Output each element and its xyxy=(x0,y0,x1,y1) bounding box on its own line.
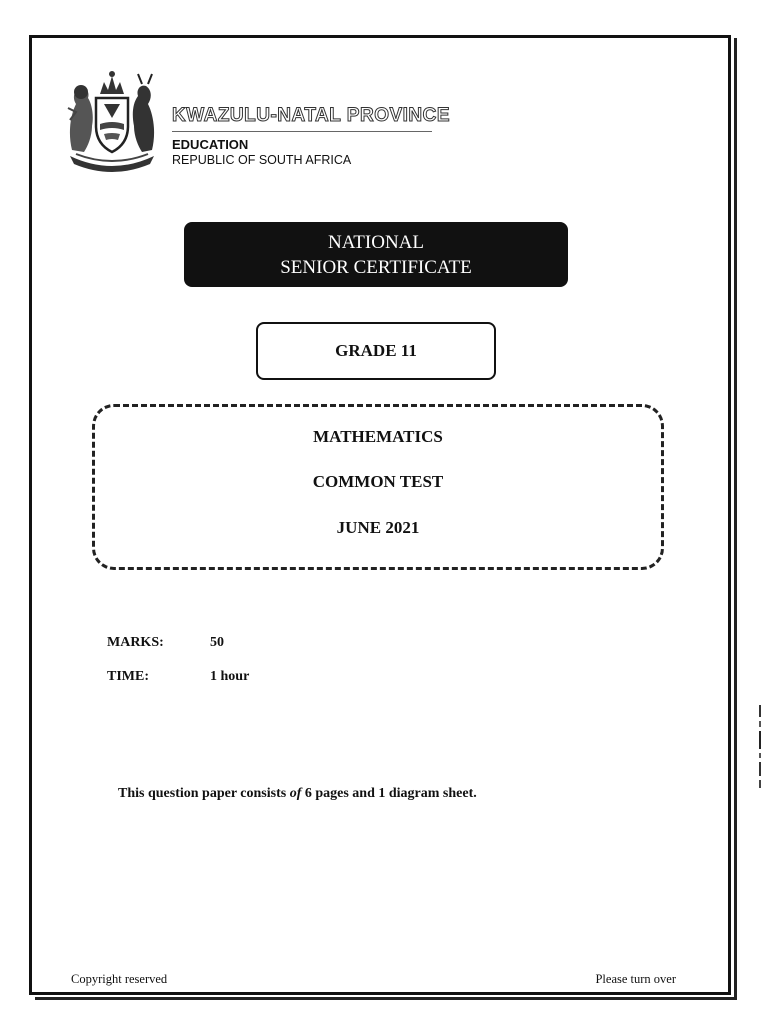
page-count-text-end: 6 pages and 1 diagram sheet. xyxy=(301,786,477,801)
copyright-note: Copyright reserved xyxy=(71,972,168,986)
time-value: 1 hour xyxy=(210,669,250,684)
department-name: EDUCATION xyxy=(172,137,249,152)
page-count-text-italic: of xyxy=(289,786,302,801)
subject-name: MATHEMATICS xyxy=(313,427,443,446)
marks-label: MARKS: xyxy=(107,635,164,650)
republic-name: REPUBLIC OF SOUTH AFRICA xyxy=(172,153,352,167)
scan-edge-marks xyxy=(758,705,763,790)
turn-over-note: Please turn over xyxy=(595,972,676,986)
page-count-statement xyxy=(118,786,477,802)
coat-of-arms-icon xyxy=(62,64,162,174)
test-name: COMMON TEST xyxy=(312,472,444,491)
certificate-line-1: NATIONAL xyxy=(327,232,425,253)
marks-value: 50 xyxy=(210,635,224,650)
certificate-banner xyxy=(184,222,568,287)
time-label: TIME: xyxy=(107,669,149,684)
certificate-line-2: SENIOR CERTIFICATE xyxy=(280,257,472,278)
province-rule xyxy=(172,131,432,132)
grade-box: GRADE 11 xyxy=(256,322,496,380)
province-name: KWAZULU-NATAL PROVINCE xyxy=(172,105,451,126)
test-date: JUNE 2021 xyxy=(336,518,420,537)
page-count-text-start: This question paper consists xyxy=(118,786,290,801)
